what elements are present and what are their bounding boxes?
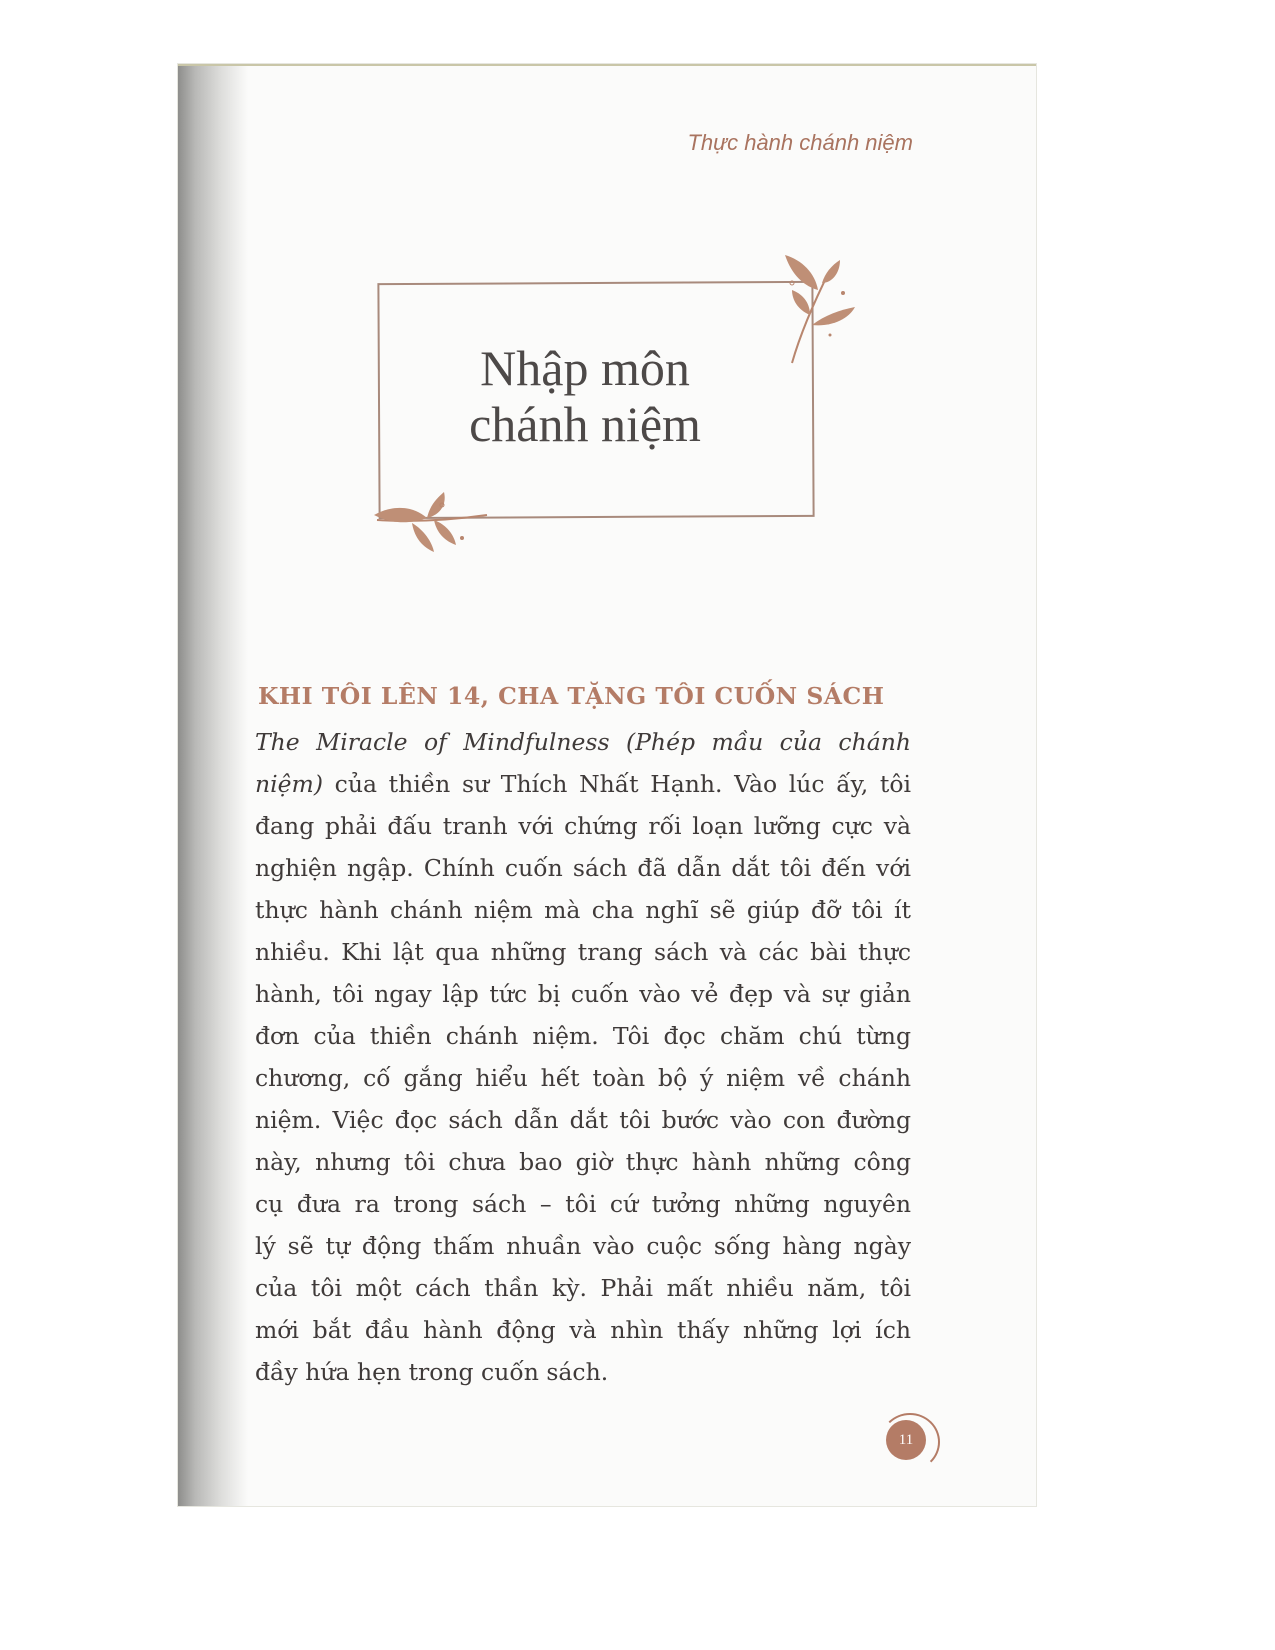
body-line: cụ đưa ra trong sách – tôi cứ tưởng những nguyên: [255, 1190, 911, 1218]
page-edge: [178, 64, 1036, 66]
body-line: thực hành chánh niệm mà cha nghĩ sẽ giúp đỡ tôi ít: [255, 896, 911, 924]
body-line: nhiều. Khi lật qua những trang sách và các bài thực: [255, 938, 911, 966]
body-line: của tôi một cách thần kỳ. Phải mất nhiều năm, tôi: [255, 1274, 911, 1302]
binding-shadow: [178, 64, 248, 1506]
book-title-translation-end: niệm): [255, 770, 324, 798]
body-line: lý sẽ tự động thấm nhuần vào cuộc sống hàng ngày: [255, 1232, 911, 1260]
chapter-title-line1: Nhập môn: [480, 340, 690, 396]
chapter-title: [380, 340, 790, 452]
body-line: [255, 728, 911, 756]
running-header: Thực hành chánh niệm: [687, 130, 913, 155]
body-line: nghiện ngập. Chính cuốn sách đã dẫn dắt tôi đến với: [255, 854, 911, 882]
body-line: đơn của thiền chánh niệm. Tôi đọc chăm chú từng: [255, 1022, 911, 1050]
leaf-sprig-icon: [372, 490, 492, 560]
body-text: của thiền sư Thích Nhất Hạnh. Vào lúc ấy, tôi: [334, 770, 911, 798]
body-line: mới bắt đầu hành động và nhìn thấy những lợi ích: [255, 1316, 911, 1344]
body-line: đang phải đấu tranh với chứng rối loạn lưỡng cực và: [255, 812, 911, 840]
book-title-translation: (Phép mầu của chánh: [625, 728, 911, 756]
body-line: đầy hứa hẹn trong cuốn sách.: [255, 1358, 609, 1386]
body-line: niệm. Việc đọc sách dẫn dắt tôi bước vào con đường: [255, 1106, 911, 1134]
body-line: [255, 770, 911, 798]
section-heading: KHI TÔI LÊN 14, CHA TẶNG TÔI CUỐN SÁCH: [258, 682, 885, 710]
leaf-sprig-icon: [770, 255, 865, 365]
page-number: 11: [886, 1420, 926, 1460]
body-line: chương, cố gắng hiểu hết toàn bộ ý niệm về chánh: [255, 1064, 911, 1092]
chapter-title-line2: chánh niệm: [469, 396, 701, 452]
body-line: này, nhưng tôi chưa bao giờ thực hành những công: [255, 1148, 911, 1176]
book-title: The Miracle of Mindfulness: [255, 728, 610, 756]
body-line: hành, tôi ngay lập tức bị cuốn vào vẻ đẹp và sự giản: [255, 980, 911, 1008]
